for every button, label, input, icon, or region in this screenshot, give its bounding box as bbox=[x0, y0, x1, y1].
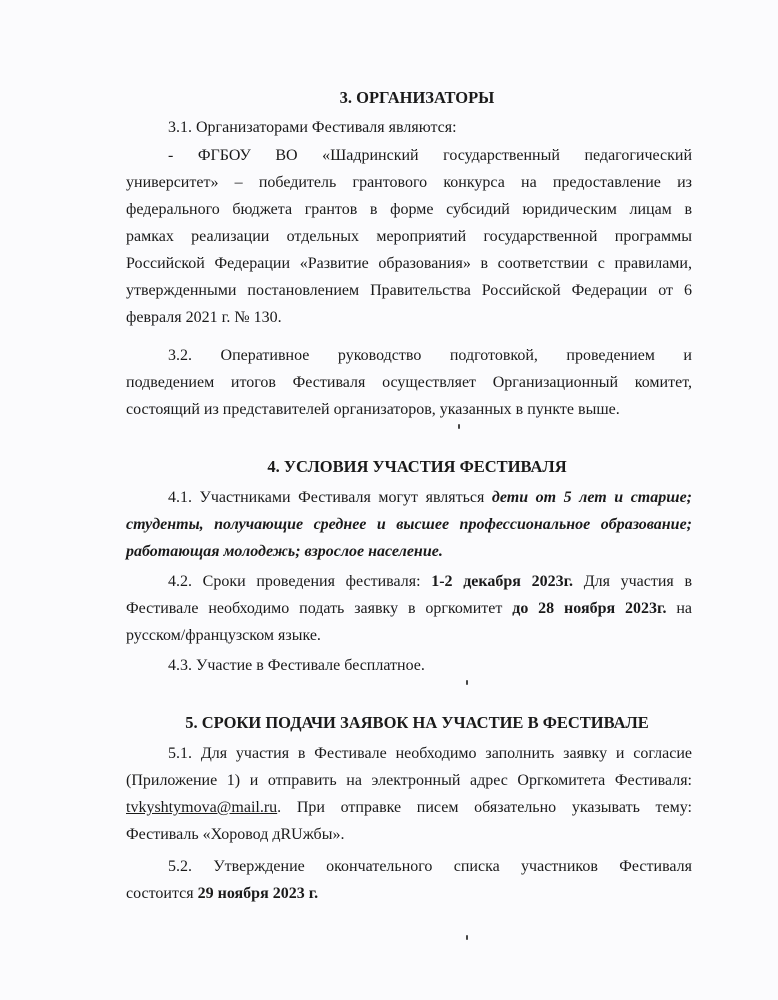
section-5-title: 5. СРОКИ ПОДАЧИ ЗАЯВОК НА УЧАСТИЕ В ФЕСТИВАЛЕ bbox=[185, 713, 649, 732]
paragraph-3-2 bbox=[126, 342, 692, 423]
scan-speck bbox=[466, 680, 468, 685]
text-run: Фестивале необходимо подать заявку в оргкомитет bbox=[126, 600, 513, 617]
text-run: на bbox=[666, 600, 692, 617]
paragraph-line: 5.2. Утверждение окончательного списка участников Фестиваля bbox=[168, 858, 692, 875]
paragraph-line bbox=[126, 794, 692, 821]
text-run: . При отправке писем обязательно указывать тему: bbox=[277, 799, 692, 816]
participants-emphasis: дети от 5 лет и старше; bbox=[491, 489, 692, 506]
paragraph-line: Фестиваль «Хоровод дRUжбы». bbox=[126, 826, 345, 843]
paragraph-line: 3.2. Оперативное руководство подготовкой, проведением и bbox=[168, 347, 692, 364]
item-line: федерального бюджета грантов в форме субсидий юридическим лицам в bbox=[126, 201, 692, 218]
item-line: февраля 2021 г. № 130. bbox=[126, 309, 282, 326]
approval-date: 29 ноября 2023 г. bbox=[197, 885, 319, 902]
paragraph-line bbox=[126, 880, 692, 907]
paragraph-line: 4.3. Участие в Фестивале бесплатное. bbox=[168, 657, 425, 674]
item-line: - ФГБОУ ВО «Шадринский государственный педагогический bbox=[168, 147, 692, 164]
text-run: состоится bbox=[126, 885, 198, 902]
paragraph-line: 5.1. Для участия в Фестивале необходимо заполнить заявку и согласие bbox=[168, 745, 692, 762]
paragraph-line bbox=[126, 484, 692, 511]
section-4-title: 4. УСЛОВИЯ УЧАСТИЯ ФЕСТИВАЛЯ bbox=[267, 457, 567, 476]
item-line: университет» – победитель грантового конкурса на предоставление из bbox=[126, 174, 692, 191]
paragraph-line: подведением итогов Фестиваля осуществляет Организационный комитет, bbox=[126, 374, 692, 391]
deadline-date: до 28 ноября 2023г. bbox=[512, 600, 667, 617]
item-line: Российской Федерации «Развитие образования» в соответствии с правилами, bbox=[126, 255, 692, 272]
scan-speck bbox=[458, 424, 460, 429]
paragraph-line: работающая молодежь; взрослое население. bbox=[126, 543, 443, 560]
paragraph-3-1-text: 3.1. Организаторами Фестиваля являются: bbox=[168, 119, 457, 136]
paragraph-4-3 bbox=[126, 652, 692, 679]
paragraph-line: состоящий из представителей организаторов, указанных в пункте выше. bbox=[126, 401, 620, 418]
item-line: рамках реализации отдельных мероприятий государственной программы bbox=[126, 228, 692, 245]
text-run: Для участия в bbox=[573, 573, 693, 590]
paragraph-3-1 bbox=[126, 114, 692, 141]
paragraph-line: студенты, получающие среднее и высшее профессиональное образование; bbox=[126, 516, 692, 533]
paragraph-line bbox=[126, 568, 692, 595]
paragraph-5-1 bbox=[126, 740, 692, 848]
festival-dates: 1-2 декабря 2023г. bbox=[431, 573, 574, 590]
email-link[interactable]: tvkyshtymova@mail.ru bbox=[126, 799, 278, 816]
paragraph-line: русском/французском языке. bbox=[126, 627, 321, 644]
paragraph-5-2 bbox=[126, 853, 692, 907]
section-3-title: 3. ОРГАНИЗАТОРЫ bbox=[339, 88, 495, 107]
paragraph-3-1-item bbox=[126, 142, 692, 331]
paragraph-line: (Приложение 1) и отправить на электронный адрес Оргкомитета Фестиваля: bbox=[126, 772, 692, 789]
text-run: 4.1. Участниками Фестиваля могут являться bbox=[168, 489, 492, 506]
item-line: утвержденными постановлением Правительства Российской Федерации от 6 bbox=[126, 282, 692, 299]
text-run: 4.2. Сроки проведения фестиваля: bbox=[168, 573, 432, 590]
paragraph-4-2 bbox=[126, 568, 692, 649]
paragraph-line bbox=[126, 595, 692, 622]
scan-speck bbox=[466, 935, 468, 940]
paragraph-4-1 bbox=[126, 484, 692, 565]
